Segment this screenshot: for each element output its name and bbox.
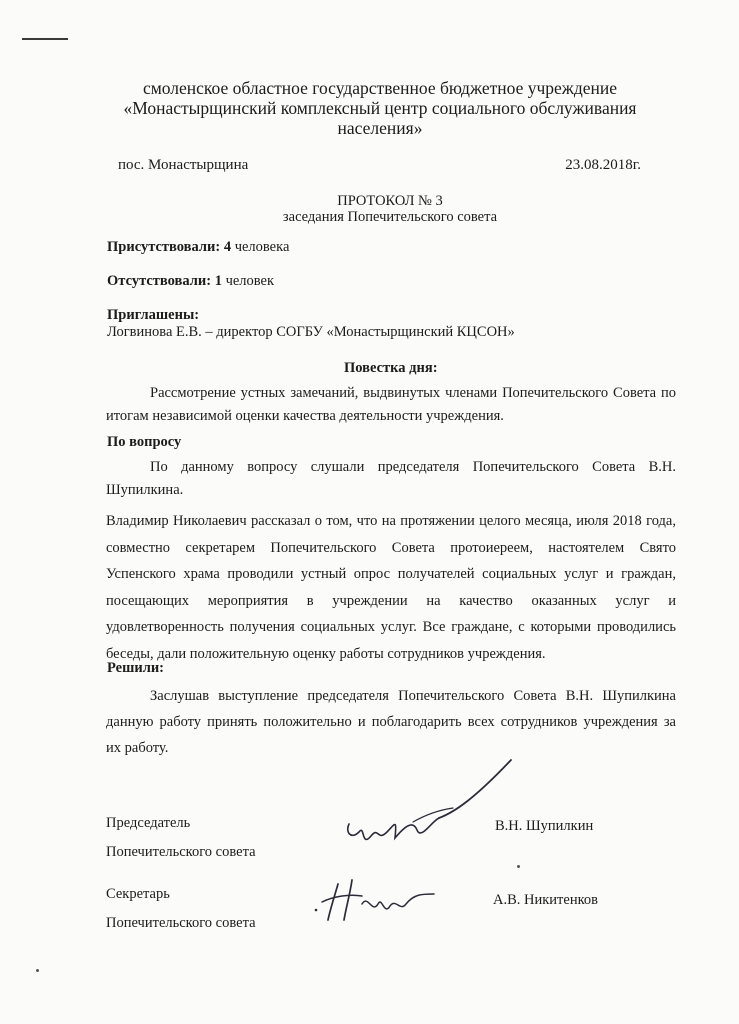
absent-unit: человек (225, 273, 275, 289)
protocol-title: ПРОТОКОЛ № 3 (337, 193, 443, 209)
scan-mark (22, 38, 68, 40)
report-line-2: совместно секретарем Попечительского Совета протоиереем, настоятелем Свято (106, 539, 676, 556)
chair-title-line-1: Председатель (106, 815, 191, 831)
question-line-1: По данному вопросу слушали председателя Попечительского Совета В.Н. (150, 459, 676, 475)
absent-count: 1 (214, 273, 222, 289)
institution-line-3: населения» (337, 118, 423, 138)
secretary-signature (310, 864, 440, 929)
place-label: пос. Монастырщина (118, 157, 249, 173)
present-count: 4 (223, 239, 232, 255)
question-line-2: Шупилкина. (106, 481, 184, 498)
report-line-5: удовлетворенность получения социальных услуг. Все граждане, с которыми проводились (106, 619, 676, 635)
decision-heading (107, 660, 164, 677)
report-paragraph (106, 508, 676, 667)
absent-label: Отсутствовали: (107, 273, 212, 289)
scan-speck (517, 865, 520, 868)
secretary-title-line-1: Секретарь (106, 886, 170, 902)
chair-name: В.Н. Шупилкин (495, 818, 594, 834)
decision-line-3: их работу. (106, 740, 169, 756)
invited-person: Логвинова Е.В. – директор СОГБУ «Монастырщинский КЦСОН» (107, 324, 515, 340)
agenda-heading (344, 360, 438, 377)
secretary-title (106, 880, 256, 938)
decision-paragraph (106, 683, 676, 761)
institution-line-2: «Монастырщинский комплексный центр социального обслуживания (123, 98, 637, 118)
question-heading-text: По вопросу (107, 434, 182, 450)
chair-title-line-2: Попечительского совета (106, 844, 256, 860)
decision-heading-text: Решили: (107, 660, 165, 676)
report-line-3: Успенского храма проводили устный опрос получателей социальных услуг и граждан, (106, 566, 676, 582)
secretary-name: А.В. Никитенков (493, 892, 598, 908)
chair-title (106, 809, 256, 867)
invited-label-text: Приглашены: (107, 307, 200, 323)
invited-label (107, 307, 199, 324)
institution-header (100, 78, 660, 138)
protocol-heading (120, 193, 660, 225)
agenda-line-1: Рассмотрение устных замечаний, выдвинутых членами Попечительского Совета по (150, 385, 676, 401)
absent-line (107, 273, 274, 290)
chair-signature (335, 752, 525, 857)
scan-speck (36, 969, 39, 972)
report-line-1: Владимир Николаевич рассказал о том, что на протяжении целого месяца, июля 2018 года, (106, 513, 676, 529)
institution-line-1: смоленское областное государственное бюджетное учреждение (142, 78, 618, 98)
present-label: Присутствовали: (107, 239, 221, 255)
decision-line-1: Заслушав выступление председателя Попечительского Совета В.Н. Шупилкина (150, 688, 676, 704)
question-heading (107, 434, 181, 451)
secretary-title-line-2: Попечительского совета (106, 915, 256, 931)
question-paragraph (106, 456, 676, 501)
agenda-heading-text: Повестка дня: (344, 360, 438, 376)
agenda-paragraph (106, 382, 676, 427)
present-unit: человека (234, 239, 290, 255)
decision-line-2: данную работу принять положительно и поблагодарить всех сотрудников учреждения за (106, 714, 676, 730)
present-line (107, 239, 289, 256)
report-line-6: беседы, дали положительную оценку работы сотрудников учреждения. (106, 645, 546, 662)
document-date: 23.08.2018г. (565, 157, 641, 173)
report-line-4: посещающих мероприятия в учреждении на качество оказанных услуг и (106, 592, 676, 609)
agenda-line-2: итогам независимой оценки качества деятельности учреждения. (106, 407, 504, 424)
protocol-subtitle: заседания Попечительского совета (282, 209, 498, 225)
